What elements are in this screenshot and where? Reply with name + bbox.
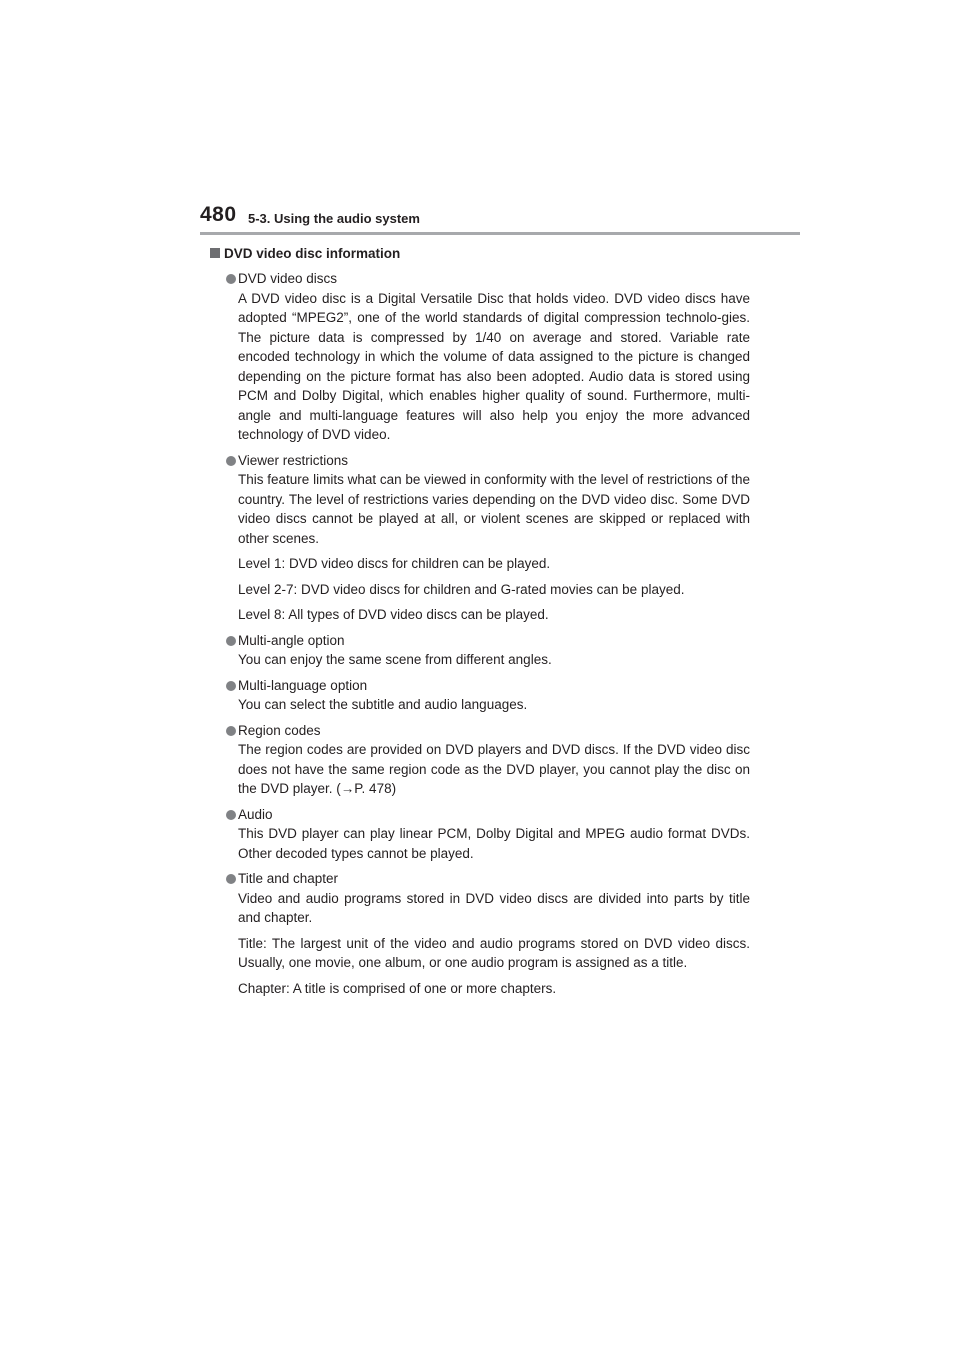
list-item-multi-angle xyxy=(210,631,750,670)
definition-title: Title: The largest unit of the video and audio programs stored on DVD video discs. Usually, one movie, one album, or one audio program is assigned as a title. xyxy=(238,935,750,970)
list-item-title-and-chapter xyxy=(210,869,750,998)
item-title: DVD video discs xyxy=(238,271,338,286)
bullet-icon xyxy=(226,681,236,691)
level-line: Level 8: All types of DVD video discs can be played. xyxy=(238,607,549,622)
list-item-dvd-video-discs xyxy=(210,269,750,445)
bullet-icon xyxy=(226,636,236,646)
definition-chapter: Chapter: A title is comprised of one or more chapters. xyxy=(238,980,557,996)
item-paragraph: The region codes are provided on DVD players and DVD discs. If the DVD video disc does not have the same region code as the DVD player, you cannot play the disc on the DVD player. (→P. 478) xyxy=(238,742,750,796)
page-header xyxy=(200,203,800,235)
list-item-audio xyxy=(210,805,750,864)
item-title: Audio xyxy=(238,806,273,822)
section-heading xyxy=(210,244,750,263)
item-title: Multi-angle option xyxy=(238,632,345,648)
item-paragraph: Video and audio programs stored in DVD video discs are divided into parts by title and chapter. xyxy=(238,890,750,925)
bullet-icon xyxy=(226,456,236,466)
level-line: Level 2-7: DVD video discs for children and G-rated movies can be played. xyxy=(238,581,685,597)
page-content xyxy=(210,244,750,1004)
level-line: Level 1: DVD video discs for children can be played. xyxy=(238,556,551,571)
item-paragraph: This DVD player can play linear PCM, Dolby Digital and MPEG audio format DVDs. Other decoded types cannot be played. xyxy=(238,826,750,861)
list-item-multi-language xyxy=(210,676,750,715)
list-item-viewer-restrictions xyxy=(210,451,750,625)
heading-text: DVD video disc information xyxy=(224,246,401,261)
bullet-icon xyxy=(226,810,236,820)
section-title: 5-3. Using the audio system xyxy=(248,211,420,226)
item-title: Region codes xyxy=(238,722,321,738)
bullet-icon xyxy=(226,274,236,284)
square-bullet-icon xyxy=(210,248,220,258)
bullet-icon xyxy=(226,874,236,884)
item-title: Viewer restrictions xyxy=(238,452,349,468)
header-divider xyxy=(200,232,800,235)
item-paragraph: A DVD video disc is a Digital Versatile Disc that holds video. DVD video discs have adopted “MPEG2”, one of the world standards of digital compression technolo-gies. The picture data is compressed by 1/40 on average and stored. Variable rate encoded technology in which the volume of data assigned to the picture is changed depending on the picture format has also been adopted. Audio data is stored using PCM and Dolby Digital, which enables higher quality of sound. Furthermore, multi-angle and multi-language features will also help you enjoy the more advanced technology of DVD video. xyxy=(238,290,750,442)
bullet-icon xyxy=(226,726,236,736)
item-paragraph: You can select the subtitle and audio languages. xyxy=(238,697,528,712)
item-title: Multi-language option xyxy=(238,677,368,693)
item-title: Title and chapter xyxy=(238,871,339,886)
page-number: 480 xyxy=(200,203,237,226)
item-paragraph: This feature limits what can be viewed in conformity with the level of restrictions of the country. The level of restrictions varies depending on the DVD video disc. Some DVD video discs cannot be played at all, or violent scenes are skipped or replaced with other scenes. xyxy=(238,472,750,546)
list-item-region-codes xyxy=(210,721,750,799)
item-paragraph: You can enjoy the same scene from different angles. xyxy=(238,652,552,667)
